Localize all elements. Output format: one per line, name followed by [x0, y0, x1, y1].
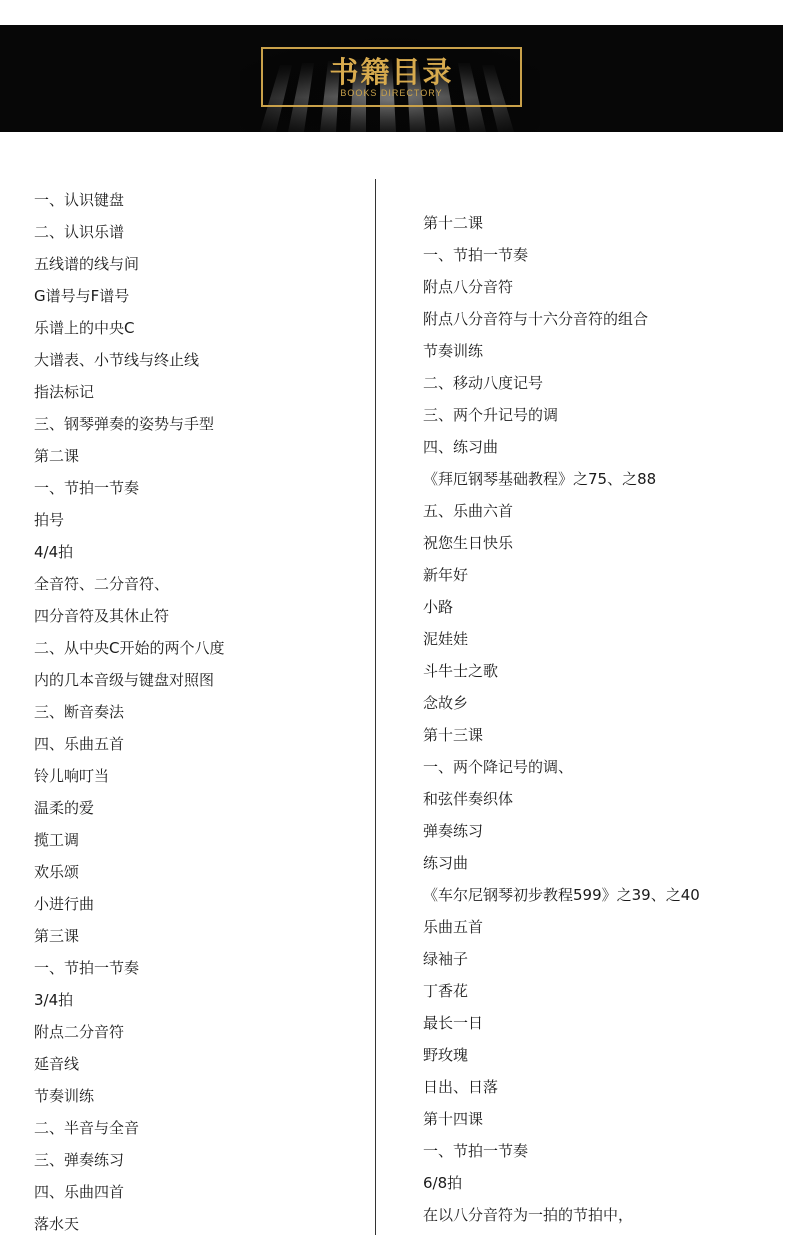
toc-item: 丁香花: [423, 982, 469, 1000]
title-frame: [261, 47, 522, 107]
toc-item: 一、节拍一节奏: [423, 246, 529, 264]
toc-item: 和弦伴奏织体: [423, 790, 514, 808]
toc-item: 第三课: [34, 927, 80, 945]
toc-item: 二、半音与全音: [34, 1119, 140, 1137]
toc-item: 一、认识键盘: [34, 191, 125, 209]
toc-item: 附点八分音符: [423, 278, 514, 296]
toc-item: 二、从中央C开始的两个八度: [34, 639, 225, 657]
column-divider: [375, 179, 376, 1235]
toc-item: 一、节拍一节奏: [423, 1142, 529, 1160]
toc-item: 第十三课: [423, 726, 484, 744]
toc-item: 祝您生日快乐: [423, 534, 514, 552]
toc-item: 三、断音奏法: [34, 703, 125, 721]
toc-item: 《拜厄钢琴基础教程》之75、之88: [423, 470, 657, 488]
toc-item: 斗牛士之歌: [423, 662, 499, 680]
toc-item: 练习曲: [423, 854, 469, 872]
toc-item: 四、练习曲: [423, 438, 499, 456]
toc-item: 一、节拍一节奏: [34, 959, 140, 977]
toc-item: 小进行曲: [34, 895, 95, 913]
toc-item: 乐曲五首: [423, 918, 484, 936]
toc-item: 全音符、二分音符、: [34, 575, 170, 593]
toc-item: 三、两个升记号的调: [423, 406, 559, 424]
toc-item: 6/8拍: [423, 1174, 463, 1192]
toc-item: 一、两个降记号的调、: [423, 758, 574, 776]
toc-item: 第十四课: [423, 1110, 484, 1128]
toc-item: 五线谱的线与间: [34, 255, 140, 273]
page-subtitle: BOOKS DIRECTORY: [340, 88, 443, 98]
toc-item: 乐谱上的中央C: [34, 319, 135, 337]
toc-item: 四分音符及其休止符: [34, 607, 170, 625]
toc-item: 欢乐颂: [34, 863, 80, 881]
toc-item: 铃儿响叮当: [34, 767, 110, 785]
toc-left-column: [34, 184, 224, 1240]
toc-item: 大谱表、小节线与终止线: [34, 351, 200, 369]
toc-item: 延音线: [34, 1055, 80, 1073]
toc-item: 四、乐曲四首: [34, 1183, 125, 1201]
toc-item: 温柔的爱: [34, 799, 95, 817]
toc-item: 念故乡: [423, 694, 469, 712]
toc-item: 第二课: [34, 447, 80, 465]
toc-item: 一、节拍一节奏: [34, 479, 140, 497]
toc-item: 落水天: [34, 1215, 80, 1233]
header-banner: [0, 25, 783, 132]
toc-item: 4/4拍: [34, 543, 74, 561]
toc-item: 指法标记: [34, 383, 95, 401]
page-title: 书籍目录: [329, 55, 454, 89]
toc-item: 弹奏练习: [423, 822, 484, 840]
toc-item: 3/4拍: [34, 991, 74, 1009]
toc-item: 节奏训练: [423, 342, 484, 360]
toc-item: 泥娃娃: [423, 630, 469, 648]
toc-item: 绿袖子: [423, 950, 469, 968]
toc-right-column: [423, 207, 700, 1231]
toc-item: 附点八分音符与十六分音符的组合: [423, 310, 649, 328]
toc-item: 二、移动八度记号: [423, 374, 544, 392]
toc-item: 揽工调: [34, 831, 80, 849]
toc-item: 拍号: [34, 511, 65, 529]
toc-item: G谱号与F谱号: [34, 287, 130, 305]
toc-item: 小路: [423, 598, 454, 616]
toc-item: 附点二分音符: [34, 1023, 125, 1041]
toc-item: 五、乐曲六首: [423, 502, 514, 520]
toc-item: 日出、日落: [423, 1078, 499, 1096]
toc-item: 在以八分音符为一拍的节拍中，: [423, 1206, 634, 1224]
toc-item: 野玫瑰: [423, 1046, 469, 1064]
toc-item: 三、钢琴弹奏的姿势与手型: [34, 415, 215, 433]
toc-item: 节奏训练: [34, 1087, 95, 1105]
toc-item: 《车尔尼钢琴初步教程599》之39、之40: [423, 886, 700, 904]
toc-item: 二、认识乐谱: [34, 223, 125, 241]
toc-item: 三、弹奏练习: [34, 1151, 125, 1169]
toc-item: 新年好: [423, 566, 469, 584]
toc-item: 最长一日: [423, 1014, 484, 1032]
toc-item: 四、乐曲五首: [34, 735, 125, 753]
toc-item: 内的几本音级与键盘对照图: [34, 671, 215, 689]
toc-item: 第十二课: [423, 214, 484, 232]
